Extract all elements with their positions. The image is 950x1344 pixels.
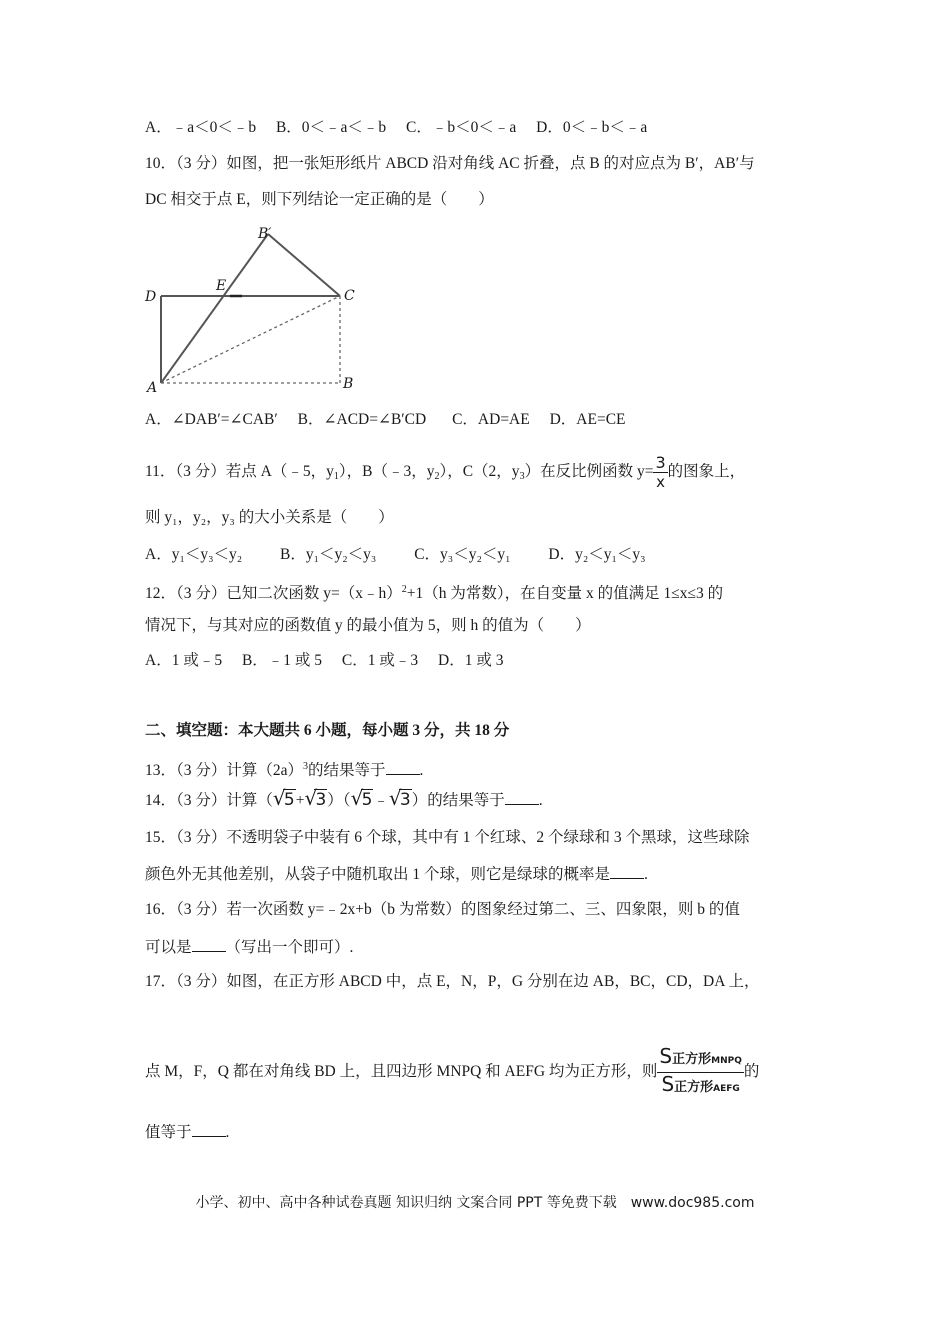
sqrt-5: √ 5	[350, 786, 373, 810]
q9-option-a: A．﹣a＜0＜﹣b	[145, 119, 257, 136]
q11-option-d: D．y₂＜y₁＜y₃	[548, 546, 646, 563]
label-b: B	[343, 376, 354, 392]
q11-options	[145, 545, 646, 565]
edge-abprime	[161, 234, 268, 383]
q10-options	[145, 410, 626, 430]
q12-option-c: C．1 或﹣3	[341, 652, 419, 669]
answer-blank	[386, 760, 420, 775]
label-e: E	[216, 278, 227, 294]
q10-stem-line2: DC 相交于点 E，则下列结论一定正确的是（ ）	[145, 191, 494, 208]
answer-blank	[505, 790, 539, 805]
q11-option-c: C．y₃＜y₂＜y₁	[414, 546, 511, 563]
q17-line3: 值等于 .	[145, 1124, 230, 1141]
q10-stem-line1: 10．（3 分）如图，把一张矩形纸片 ABCD 沿对角线 AC 折叠，点 B 的对应点为 B′，AB′与	[145, 155, 755, 172]
q9-options	[145, 118, 647, 138]
q12-option-a: A．1 或﹣5	[145, 652, 223, 669]
q10-option-b: B．∠ACD=∠B′CD	[297, 411, 427, 428]
answer-blank	[610, 864, 644, 879]
label-d: D	[145, 289, 157, 305]
q10-figure	[140, 222, 370, 397]
q9-option-d: D．0＜﹣b＜﹣a	[536, 119, 648, 136]
label-bprime: B′	[258, 226, 272, 242]
sqrt-3: √ 3	[388, 786, 411, 810]
q13: 13．（3 分）计算$(2a)^3$的结果等于 .	[145, 761, 424, 779]
q12-stem-line2: 情况下，与其对应的函数值 y 的最小值为 5，则 h 的值为（ ）	[145, 617, 591, 634]
q15-line2: 颜色外无其他差别，从袋子中随机取出 1 个球，则它是绿球的概率是 .	[145, 866, 648, 883]
q10-option-a: A．∠DAB′=∠CAB′	[145, 411, 278, 428]
sqrt-3: √ 3	[304, 786, 327, 810]
q17-line2: 点 M，F，Q 都在对角线 BD 上，且四边形 MNPQ 和 AEFG 均为正方形，则 $\frac{\text{S正方形MNPQ}}{\text{S正方形AEFG}}$ 的	[145, 1045, 759, 1093]
q9-option-c: C．﹣b＜0＜﹣a	[406, 119, 517, 136]
q9-option-b: B．0＜﹣a＜﹣b	[275, 119, 387, 136]
q11-stem-line1: 11．（3 分）若点 A（﹣5，$y_1$），B（﹣3，$y_2$），C（2，$y_3$）在反比例函数 y= $\frac{3}{x}$ 的图象上，	[145, 453, 746, 491]
section-2-heading: 二、填空题：本大题共 6 小题，每小题 3 分，共 18 分	[145, 722, 510, 739]
q11-option-b: B．y₁＜y₂＜y₃	[280, 546, 377, 563]
diagonal-ac	[161, 296, 340, 383]
answer-blank	[192, 937, 226, 952]
q15-line1: 15．（3 分）不透明袋子中装有 6 个球，其中有 1 个红球、2 个绿球和 3 个黑球，这些球除	[145, 829, 750, 846]
q11-stem-line2: 则 y₁，y₂，y₃ 的大小关系是（ ）	[145, 509, 394, 526]
q11-option-a: A．y₁＜y₃＜y₂	[145, 546, 243, 563]
q12-options	[145, 651, 503, 671]
q12-option-d: D．1 或 3	[438, 652, 504, 669]
answer-blank	[192, 1122, 226, 1137]
q12-option-b: B．﹣1 或 5	[241, 652, 323, 669]
q16-line1: 16．（3 分）若一次函数 y=﹣2x+b（b 为常数）的图象经过第二、三、四象限，则 b 的值	[145, 901, 740, 918]
q17-line1: 17．（3 分）如图，在正方形 ABCD 中，点 E，N，P，G 分别在边 AB，BC，CD，DA 上，	[145, 973, 760, 990]
q14: 14．（3 分）计算（ √ 5+ √ 3）（ √ 5﹣ √ 3）的结果等于 .	[145, 786, 543, 810]
q16-line2: 可以是 （写出一个即可）.	[145, 939, 354, 956]
edge-bprime-c	[268, 234, 340, 296]
q12-stem-line1: 12．（3 分）已知二次函数 y=（x﹣h）$^2$+1（h 为常数），在自变量 x 的值满足 1≤x≤3 的	[145, 584, 724, 602]
page-footer: 小学、初中、高中各种试卷真题 知识归纳 文案合同 PPT 等免费下载 www.doc985.com	[195, 1195, 755, 1211]
sqrt-5: √ 5	[272, 786, 295, 810]
label-c: C	[344, 288, 355, 304]
label-a: A	[147, 380, 158, 396]
q10-option-c: C．AD=AE	[452, 411, 530, 428]
area-ratio-fraction: $\frac{\text{S正方形MNPQ}}{\text{S正方形AEFG}}$	[659, 1044, 742, 1096]
q10-option-d: D．AE=CE	[549, 411, 626, 428]
fraction-3-over-x: $\frac{3}{x}$	[655, 453, 666, 491]
